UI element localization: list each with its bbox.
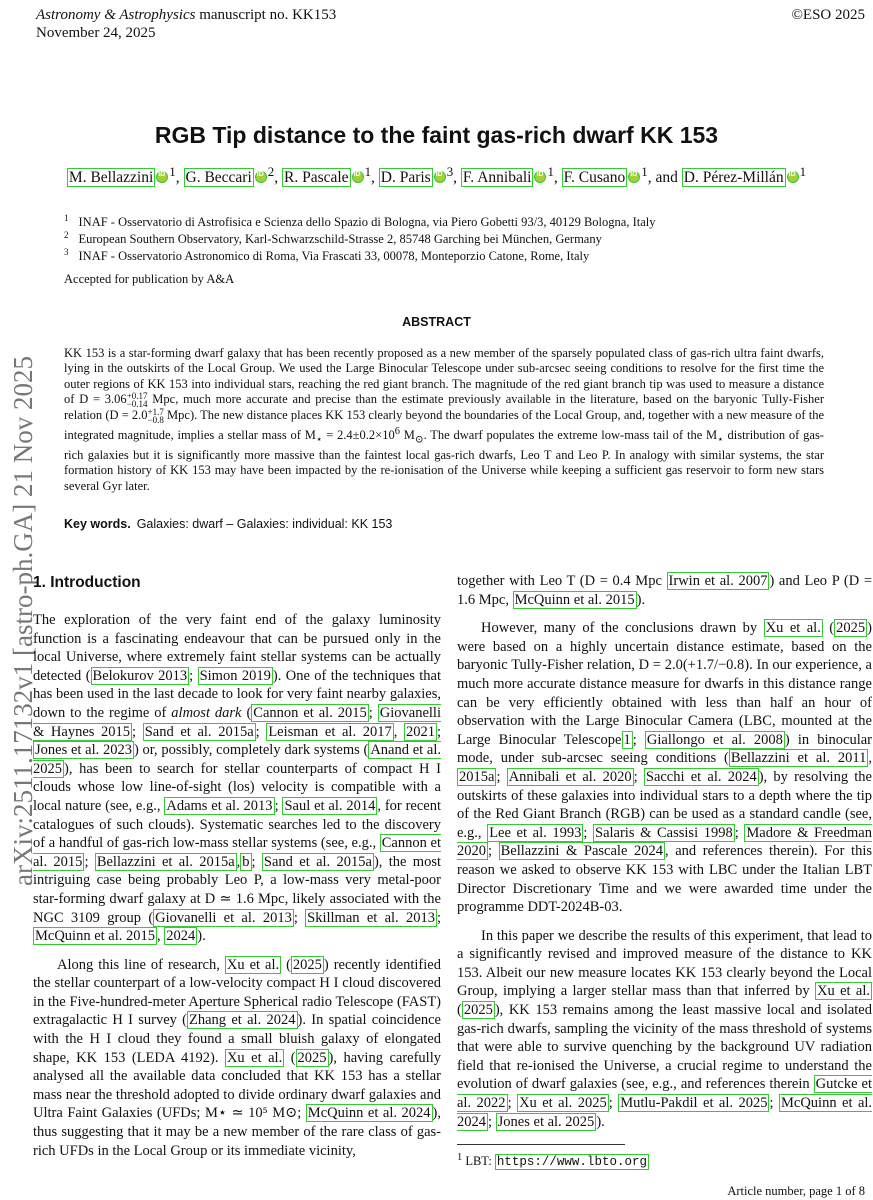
citation-link[interactable]: Anand et al. 2025 [33,742,441,777]
distance-value: D = 3.06 [79,391,127,406]
text-run: ; [633,768,644,785]
author-list [0,164,873,187]
citation-link[interactable]: Giovanelli & Haynes 2015 [33,704,441,740]
abstract-segment: . The dwarf populates the extreme low-mass tail of the M [423,428,718,443]
text-run: ( [457,1002,462,1019]
citation-link[interactable]: 2025 [463,1002,493,1019]
affiliation-number: 3 [64,247,69,257]
citation-link[interactable]: Xu et al. [226,1049,283,1066]
author-name: M. Bellazzini [68,169,154,187]
star-subscript: ⋆ [315,434,323,446]
citation-link[interactable]: Belokurov 2013 [92,667,188,684]
text-run: ), by resolving the outskirts of these galaxies into individual stars to a depth where the tip of the Red Giant Branch (RGB) can be used as a standard candle (see, e.g., [457,768,872,841]
uncertainty-lower: −0.8 [147,415,164,426]
author-separator: , and [647,169,682,187]
text-run: ; [488,843,499,860]
uncertainty-lower: −0.14 [126,399,148,410]
section-heading: 1. Introduction [33,574,141,591]
text-run: , and references therein). For this reason we asked to observe KK 153 with LBC under the Italian LBT Director Discretionary Time and we were awarded time under the programme DDT-2024B-03. [457,843,872,916]
abstract-segment: M [399,428,415,443]
citation-link[interactable]: Jones et al. 2023 [35,742,132,759]
author-name: F. Cusano [563,169,626,187]
text-run: ), the most intriguing case being probably Leo P, a low-mass very metal-poor star-forming dwarf galaxy at D ≃ 1.6 Mpc, likely associated with the NGC 3109 group ( [33,853,441,926]
text-run: ( [822,620,835,637]
orcid-icon[interactable] [787,171,799,183]
uncertainty [148,408,164,424]
text-run: ; [608,1095,619,1112]
text-run: Along this line of research, [57,956,225,973]
citation-link[interactable]: Xu et al. [765,620,821,637]
footnote-link[interactable]: https://www.lbto.org [496,1155,647,1170]
author-separator: , [274,169,282,187]
citation-link[interactable]: b [242,853,250,870]
text-run: , [236,853,241,870]
citation-link[interactable]: 2025 [292,956,322,973]
citation-link[interactable]: Gutcke et al. 2022 [457,1076,872,1112]
author-name: D. Pérez-Millán [683,169,784,187]
citation-link[interactable]: Cannon et al. 2015 [33,835,441,870]
footnote-rule [457,1144,625,1145]
text-run: , for recent catalogues of such clouds). Systematic searches led to the discovery of a handful of gas-rich low-mass stellar systems (see, e.g., [33,797,442,852]
author-affiliation-number: 1 [641,164,648,179]
text-run: ). [197,928,206,945]
citation-link[interactable]: Salaris & Cassisi 1998 [595,824,733,841]
citation-link[interactable]: 2025 [836,620,866,637]
text-run: ; [507,1095,518,1112]
citation-link[interactable]: Zhang et al. 2024 [189,1012,296,1029]
author-name: R. Pascale [283,169,349,187]
paragraph [457,572,872,609]
text-run: ) or, possibly, completely dark systems ( [133,742,369,759]
acceptance-note: Accepted for publication by A&A [64,272,235,286]
author-name: D. Paris [380,169,431,187]
abstract-segment: distribution of gas-rich galaxies but it is significantly more massive than the faintest local gas-rich dwarfs, Leo T and Leo P. In analogy with similar systems, the star formation history of KK 153 may have been impacted by the re-ionisation of the Universe while keeping a sufficient gas reservoir to form new stars several Gyr later. [64,428,824,493]
citation-link[interactable]: Saul et al. 2014 [284,797,376,814]
citation-link[interactable]: Leisman et al. 2017 [268,723,392,740]
citation-link[interactable]: Giovanelli et al. 2013 [155,909,292,926]
paper-title: RGB Tip distance to the faint gas-rich dwarf KK 153 [154,122,719,148]
text-run: ; [251,853,262,870]
citation-link[interactable]: Xu et al. [817,983,871,1000]
citation-link[interactable]: 2015a [459,768,495,785]
author-name: F. Annibali [462,169,532,187]
citation-link[interactable]: Mutlu-Pakdil et al. 2025 [620,1095,768,1112]
right-column [457,572,872,1131]
affiliation-text: INAF - Osservatorio di Astrofisica e Scienza dello Spazio di Bologna, via Piero Gobetti 93/3, 40129 Bologna, Italy [78,215,656,230]
abstract-text [64,346,824,494]
text-run: ; [436,909,441,926]
author-affiliation-number: 2 [267,164,275,179]
footnote [457,1152,649,1169]
paragraph [457,927,872,1132]
uncertainty [127,392,148,408]
orcid-icon[interactable] [434,171,446,183]
citation-link[interactable]: Sand et al. 2015a [144,723,254,740]
affiliation-text: INAF - Osservatorio Astronomico di Roma, Via Frascati 33, 00078, Monteporzio Catone, Rome, Italy [78,249,590,264]
citation-link[interactable]: McQuinn et al. 2015 [514,591,635,608]
author-affiliation-number: 1 [547,164,554,179]
citation-link[interactable]: Annibali et al. 2020 [508,768,632,785]
keywords-text: Galaxies: dwarf – Galaxies: individual: KK 153 [136,517,393,531]
citation-link[interactable]: McQuinn et al. 2024 [307,1105,431,1122]
orcid-icon[interactable] [156,171,168,183]
tf-distance-value: D = 2.0 [109,408,148,423]
journal-name: Astronomy & Astrophysics [36,7,196,23]
abstract-segment: KK 153 is a star-forming dwarf galaxy that has been recently proposed as a new member of the sparsely populated class of gas-rich ultra faint dwarfs, lying in the outskirts of the Local Group. We used the Large Binocular Telescope under sub-arcsec seeing conditions to resolve for the first time the outer regions of KK 153 into individual stars, reaching the red giant branch. The magnitude of the red giant branch tip was used to measure a distance of [64,346,824,406]
text-run: ( [281,956,291,973]
citation-link[interactable]: Sacchi et al. 2024 [645,768,757,785]
citation-link[interactable]: Madore & Freedman 2020 [457,824,872,860]
text-run: ) and Leo P (D = 1.6 Mpc, [457,573,872,608]
paragraph [457,619,872,917]
citation-link[interactable]: 2025 [297,1049,327,1066]
text-run: , [868,750,872,767]
text-run: The exploration of the very faint end of the galaxy luminosity function is a fascinating endeavour that can be pursued only in the local Universe, where extremely faint stellar systems can be actually detected ( [33,612,441,684]
citation-link[interactable]: McQuinn et al. 2024 [457,1095,873,1130]
citation-link[interactable]: Irwin et al. 2007 [668,573,768,589]
author-separator: , [175,169,184,187]
keywords [64,517,392,532]
keywords-label: Key words. [64,517,131,531]
page-footer: Article number, page 1 of 8 [727,1184,865,1198]
copyright: ©ESO 2025 [791,7,865,23]
text-run: ), having carefully analysed all the available data concluded that KK 153 has a stellar mass near the threshold adopted to divide ordinary dwarf galaxies and Ultra Faint Galaxies (UFDs; M⋆ ≃ 10⁵ M⊙; [33,1049,441,1122]
citation-link[interactable]: Cannon et al. 2015 [253,704,367,721]
text-run: together with Leo T (D = 0.4 Mpc [457,573,667,589]
citation-link[interactable]: Xu et al. 2025 [519,1095,607,1112]
text-run: , [393,723,404,740]
text-run: ; [734,824,745,841]
author-separator: , [453,169,461,187]
author-separator: , [371,169,379,187]
citation-link[interactable]: Sand et al. 2015a [263,853,372,870]
citation-link[interactable]: Adams et al. 2013 [166,797,273,814]
orcid-icon[interactable] [352,171,364,183]
citation-link[interactable]: Jones et al. 2025 [497,1113,595,1130]
text-run: ; [189,667,198,684]
affiliation-number: 1 [64,213,69,223]
text-run: , [157,928,165,945]
affiliation [64,244,824,265]
text-run: ; [84,853,95,870]
text-run: ; [496,768,507,785]
citation-link[interactable]: McQuinn et al. 2015 [35,928,156,945]
text-run: ). One of the techniques that has been used in the last decade to look for very faint nearby galaxies, down to the regime of [33,667,442,721]
text-run: ( [284,1049,296,1066]
citation-link[interactable]: 1 [623,731,631,748]
text-run: ; [255,723,267,740]
citation-link[interactable]: 2024 [166,928,196,945]
affiliation-text: European Southern Observatory, Karl-Schwarzschild-Strasse 2, 85748 Garching bei München, Germany [78,232,602,247]
text-run: In this paper we describe the results of this experiment, that lead to a significantly revised and improved measure of the distance to KK 153. Albeit our new measure locates KK 153 clearly beyond the Local Group, implying a larger stellar mass than that inferred by [457,927,872,1000]
arxiv-stamp: arXiv:2511.17132v1 [astro-ph.GA] 21 Nov 2025 [8,356,38,886]
footnote-number: 1 [457,1152,463,1163]
text-run: ), KK 153 remains among the least massive local and isolated gas-rich dwarfs, sampling the vicinity of the mass threshold of systems that were able to survive quenching by the background UV radiation field that re-ionised the Universe, a crucial regime to understand the evolution of dwarf galaxies (see, e.g., and references therein [457,1002,872,1093]
emphasis: almost dark [171,704,242,721]
affiliation-number: 2 [64,230,69,240]
orcid-icon[interactable] [255,171,267,183]
citation-link[interactable]: Skillman et al. 2013 [307,909,435,926]
author-affiliation-number: 3 [446,164,454,179]
citation-link[interactable]: Xu et al. [226,956,280,973]
star-subscript: ⋆ [717,434,724,446]
citation-link[interactable]: 2021 [405,723,435,740]
paragraph [33,956,441,1161]
author-name: G. Beccari [185,169,252,187]
citation-link[interactable]: Simon 2019 [199,667,271,684]
author-affiliation-number: 1 [799,164,807,179]
citation-link[interactable]: Giallongo et al. 2008 [646,731,783,748]
citation-link[interactable]: Lee et al. 1993 [489,824,582,841]
text-run: ). [596,1113,605,1130]
text-run: ; [132,723,143,740]
citation-link[interactable]: Bellazzini & Pascale 2024 [500,843,664,860]
text-run: ). [636,591,646,608]
text-run: ; [436,723,442,740]
abstract-heading: ABSTRACT [402,315,471,329]
abstract-segment: Mpc). The new distance places KK 153 clearly beyond the boundaries of the Local Group, and, together with a new measure of the integrated magnitude, implies a stellar mass of M [64,408,825,443]
author-separator: , [553,169,562,187]
text-run: ; [368,704,378,721]
text-run: ; [769,1095,779,1112]
text-run: ; [293,909,306,926]
text-run: ) recently identified the stellar counterpart of a low-velocity compact H I cloud discovered in the Five-hundred-meter Aperture Spherical radio Telescope (FAST) extragalactic H I survey ( [33,956,441,1029]
orcid-icon[interactable] [628,171,640,183]
text-run: ), thus suggesting that it may be a new member of the rare class of gas-rich UFDs in the Local Group or its immediate vicinity, [33,1105,441,1159]
text-run: ), has been to search for stellar counterparts of compact H I clouds whose low line-of-sight (los) velocity is compatible with a local nature (see, e.g., [33,760,441,814]
text-run: ) were based on a highly uncertain distance estimate, based on the baryonic Tully-Fisher relation, D = 2.0(+1.7/−0.8). In our experience, a much more accurate distance measure for dwarfs in this distance range can be very efficiently obtained with less than half an hour of observation with the Large Binocular Camera (LBC, mounted at the Large Binocular Telescope [457,620,872,748]
sun-subscript: ⊙ [414,434,424,446]
header-date: November 24, 2025 [36,25,156,41]
text-run: ) in binocular mode, under sub-arcsec seeing conditions ( [457,731,873,767]
uncertainty-upper: +0.17 [126,391,148,402]
left-column [33,611,441,1160]
manuscript-number: manuscript no. KK153 [199,7,337,23]
text-run: ( [241,704,252,721]
abstract-segment: = 2.4±0.2×10 [322,428,395,443]
footnote-label: LBT: [465,1154,495,1169]
paragraph [33,611,441,946]
citation-link[interactable]: Bellazzini et al. 2015a [96,853,235,870]
citation-link[interactable]: Bellazzini et al. 2011 [730,750,867,767]
text-run: ). In spatial coincidence with the H I cloud they found a small bluish galaxy of elongated shape, KK 153 (LEDA 4192). [33,1012,441,1066]
text-run: ; [632,731,645,748]
uncertainty-upper: +1.7 [147,407,164,418]
author-affiliation-number: 1 [169,164,176,179]
text-run: ; [488,1113,496,1130]
text-run: ; [583,824,594,841]
exponent: 6 [394,426,400,438]
abstract-segment: Mpc, much more accurate and precise than the estimate previously available in the literature, based on the baryonic Tully-Fisher relation ( [64,391,824,423]
text-run: ; [274,797,283,814]
author-affiliation-number: 1 [364,164,372,179]
running-header [36,6,336,42]
orcid-icon[interactable] [534,171,546,183]
text-run: However, many of the conclusions drawn by [481,620,764,637]
